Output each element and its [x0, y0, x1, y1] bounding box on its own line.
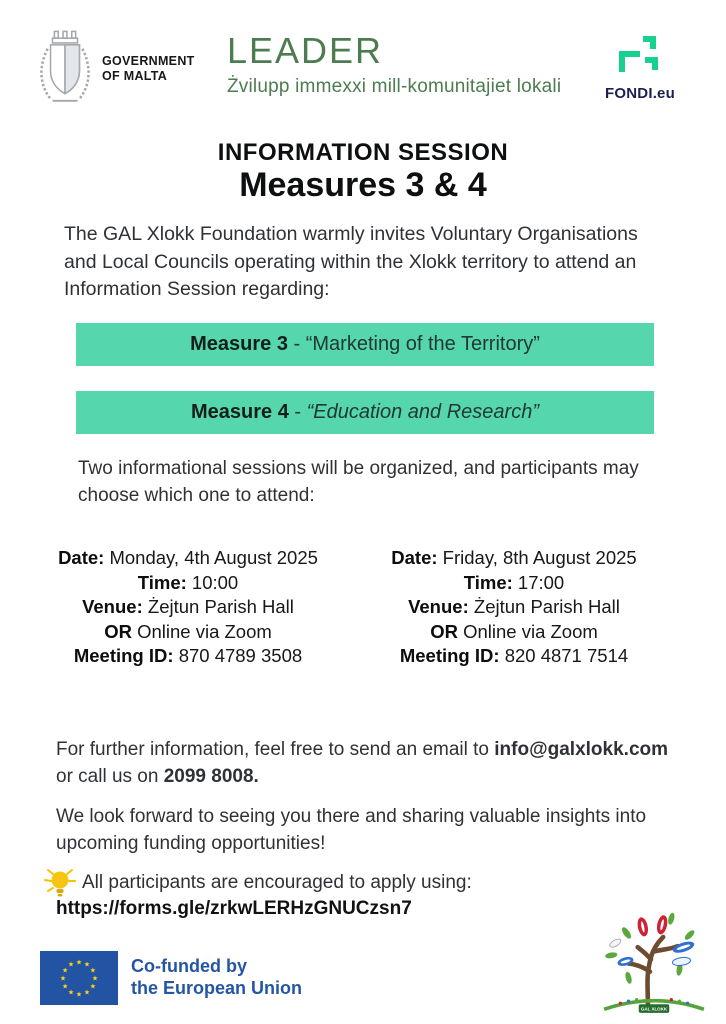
- contact-line-2: or call us on 2099 8008.: [56, 766, 259, 787]
- apply-instruction: All participants are encouraged to apply using:: [82, 872, 472, 893]
- contact-paragraph: [56, 736, 684, 790]
- eu-cofunded-label: [131, 956, 302, 1000]
- eu-cofunded-line2: the European Union: [131, 978, 302, 998]
- gal-xlokk-label: GAL XLOKK: [640, 1006, 668, 1012]
- intro-paragraph: The GAL Xlokk Foundation warmly invites Voluntary Organisations and Local Councils operating within the Xlokk territory to attend an Information Session regarding:: [64, 223, 638, 300]
- contact-email[interactable]: info@galxlokk.com: [494, 739, 669, 760]
- apply-form-link[interactable]: https://forms.gle/zrkwLERHzGNUCzsn7: [56, 898, 412, 919]
- contact-phone: 2099 8008.: [163, 766, 259, 787]
- svg-text:★: ★: [59, 974, 67, 983]
- measure-3-label: Measure 3: [190, 333, 288, 355]
- session-1-time: Time: 10:00: [137, 571, 239, 593]
- svg-text:★: ★: [89, 982, 97, 991]
- session-1-venue: Venue: Żejtun Parish Hall: [82, 596, 294, 617]
- svg-text:★: ★: [89, 966, 97, 975]
- malta-coat-of-arms-icon: [38, 30, 92, 108]
- measure-3-separator: -: [287, 333, 306, 355]
- svg-text:★: ★: [83, 960, 91, 969]
- svg-text:★: ★: [75, 958, 83, 967]
- government-of-malta-label: [102, 54, 195, 84]
- measure-4-label: Measure 4: [191, 401, 289, 423]
- measure-3-quote: “Marketing of the Territory”: [305, 333, 540, 355]
- eu-flag-icon: [40, 951, 118, 1005]
- svg-text:★: ★: [83, 988, 91, 997]
- closing-paragraph: We look forward to seeing you there and sharing valuable insights into upcoming funding opportunities!: [56, 806, 647, 854]
- page-kicker: INFORMATION SESSION: [217, 139, 509, 166]
- session-1-date: Date: Monday, 4th August 2025: [58, 547, 318, 568]
- fondi-brackets-icon: [617, 36, 663, 76]
- gal-xlokk-logo: [598, 910, 710, 1023]
- svg-text:★: ★: [75, 990, 83, 999]
- svg-text:★: ★: [61, 966, 69, 975]
- sessions-note: Two informational sessions will be organized, and participants may choose which one to attend:: [78, 458, 639, 506]
- page-title: Measures 3 & 4: [239, 166, 487, 204]
- fondi-eu-label: FONDI.eu: [605, 85, 675, 102]
- session-2-venue: Venue: Żejtun Parish Hall: [408, 596, 620, 617]
- leader-subtitle: Żvilupp immexxi mill-komunitajiet lokali: [227, 76, 562, 97]
- svg-text:★: ★: [91, 974, 99, 983]
- measure-4-quote: “Education and Research”: [306, 401, 539, 423]
- measure-3-banner: [76, 323, 654, 366]
- contact-line-1: For further information, feel free to send an email to info@galxlokk.com: [56, 739, 669, 760]
- government-of-malta-logo: [38, 30, 195, 108]
- eu-cofunded-logo: [40, 951, 302, 1005]
- session-2-meeting-id: Meeting ID: 820 4871 7514: [399, 645, 629, 666]
- session-2-details: [352, 546, 676, 669]
- measure-4-separator: -: [288, 401, 307, 423]
- leader-logo: [227, 30, 562, 98]
- svg-text:★: ★: [67, 988, 75, 997]
- gov-malta-line1: GOVERNMENT: [102, 54, 195, 69]
- gal-xlokk-tree-icon: [598, 910, 710, 1018]
- eu-cofunded-line1: Co-funded by: [131, 956, 247, 977]
- svg-text:★: ★: [67, 960, 75, 969]
- session-1-details: [26, 546, 350, 669]
- session-2-or-line: OR Online via Zoom: [430, 620, 598, 642]
- fondi-eu-logo: [585, 36, 695, 102]
- measure-4-banner: [76, 391, 654, 434]
- session-1-or-line: OR Online via Zoom: [104, 620, 272, 642]
- gov-malta-line2: OF MALTA: [102, 69, 168, 83]
- session-2-time: Time: 17:00: [463, 571, 565, 593]
- session-1-meeting-id: Meeting ID: 870 4789 3508: [73, 645, 303, 666]
- svg-text:★: ★: [61, 982, 69, 991]
- leader-title: LEADER: [227, 30, 384, 71]
- session-2-date: Date: Friday, 8th August 2025: [391, 547, 637, 568]
